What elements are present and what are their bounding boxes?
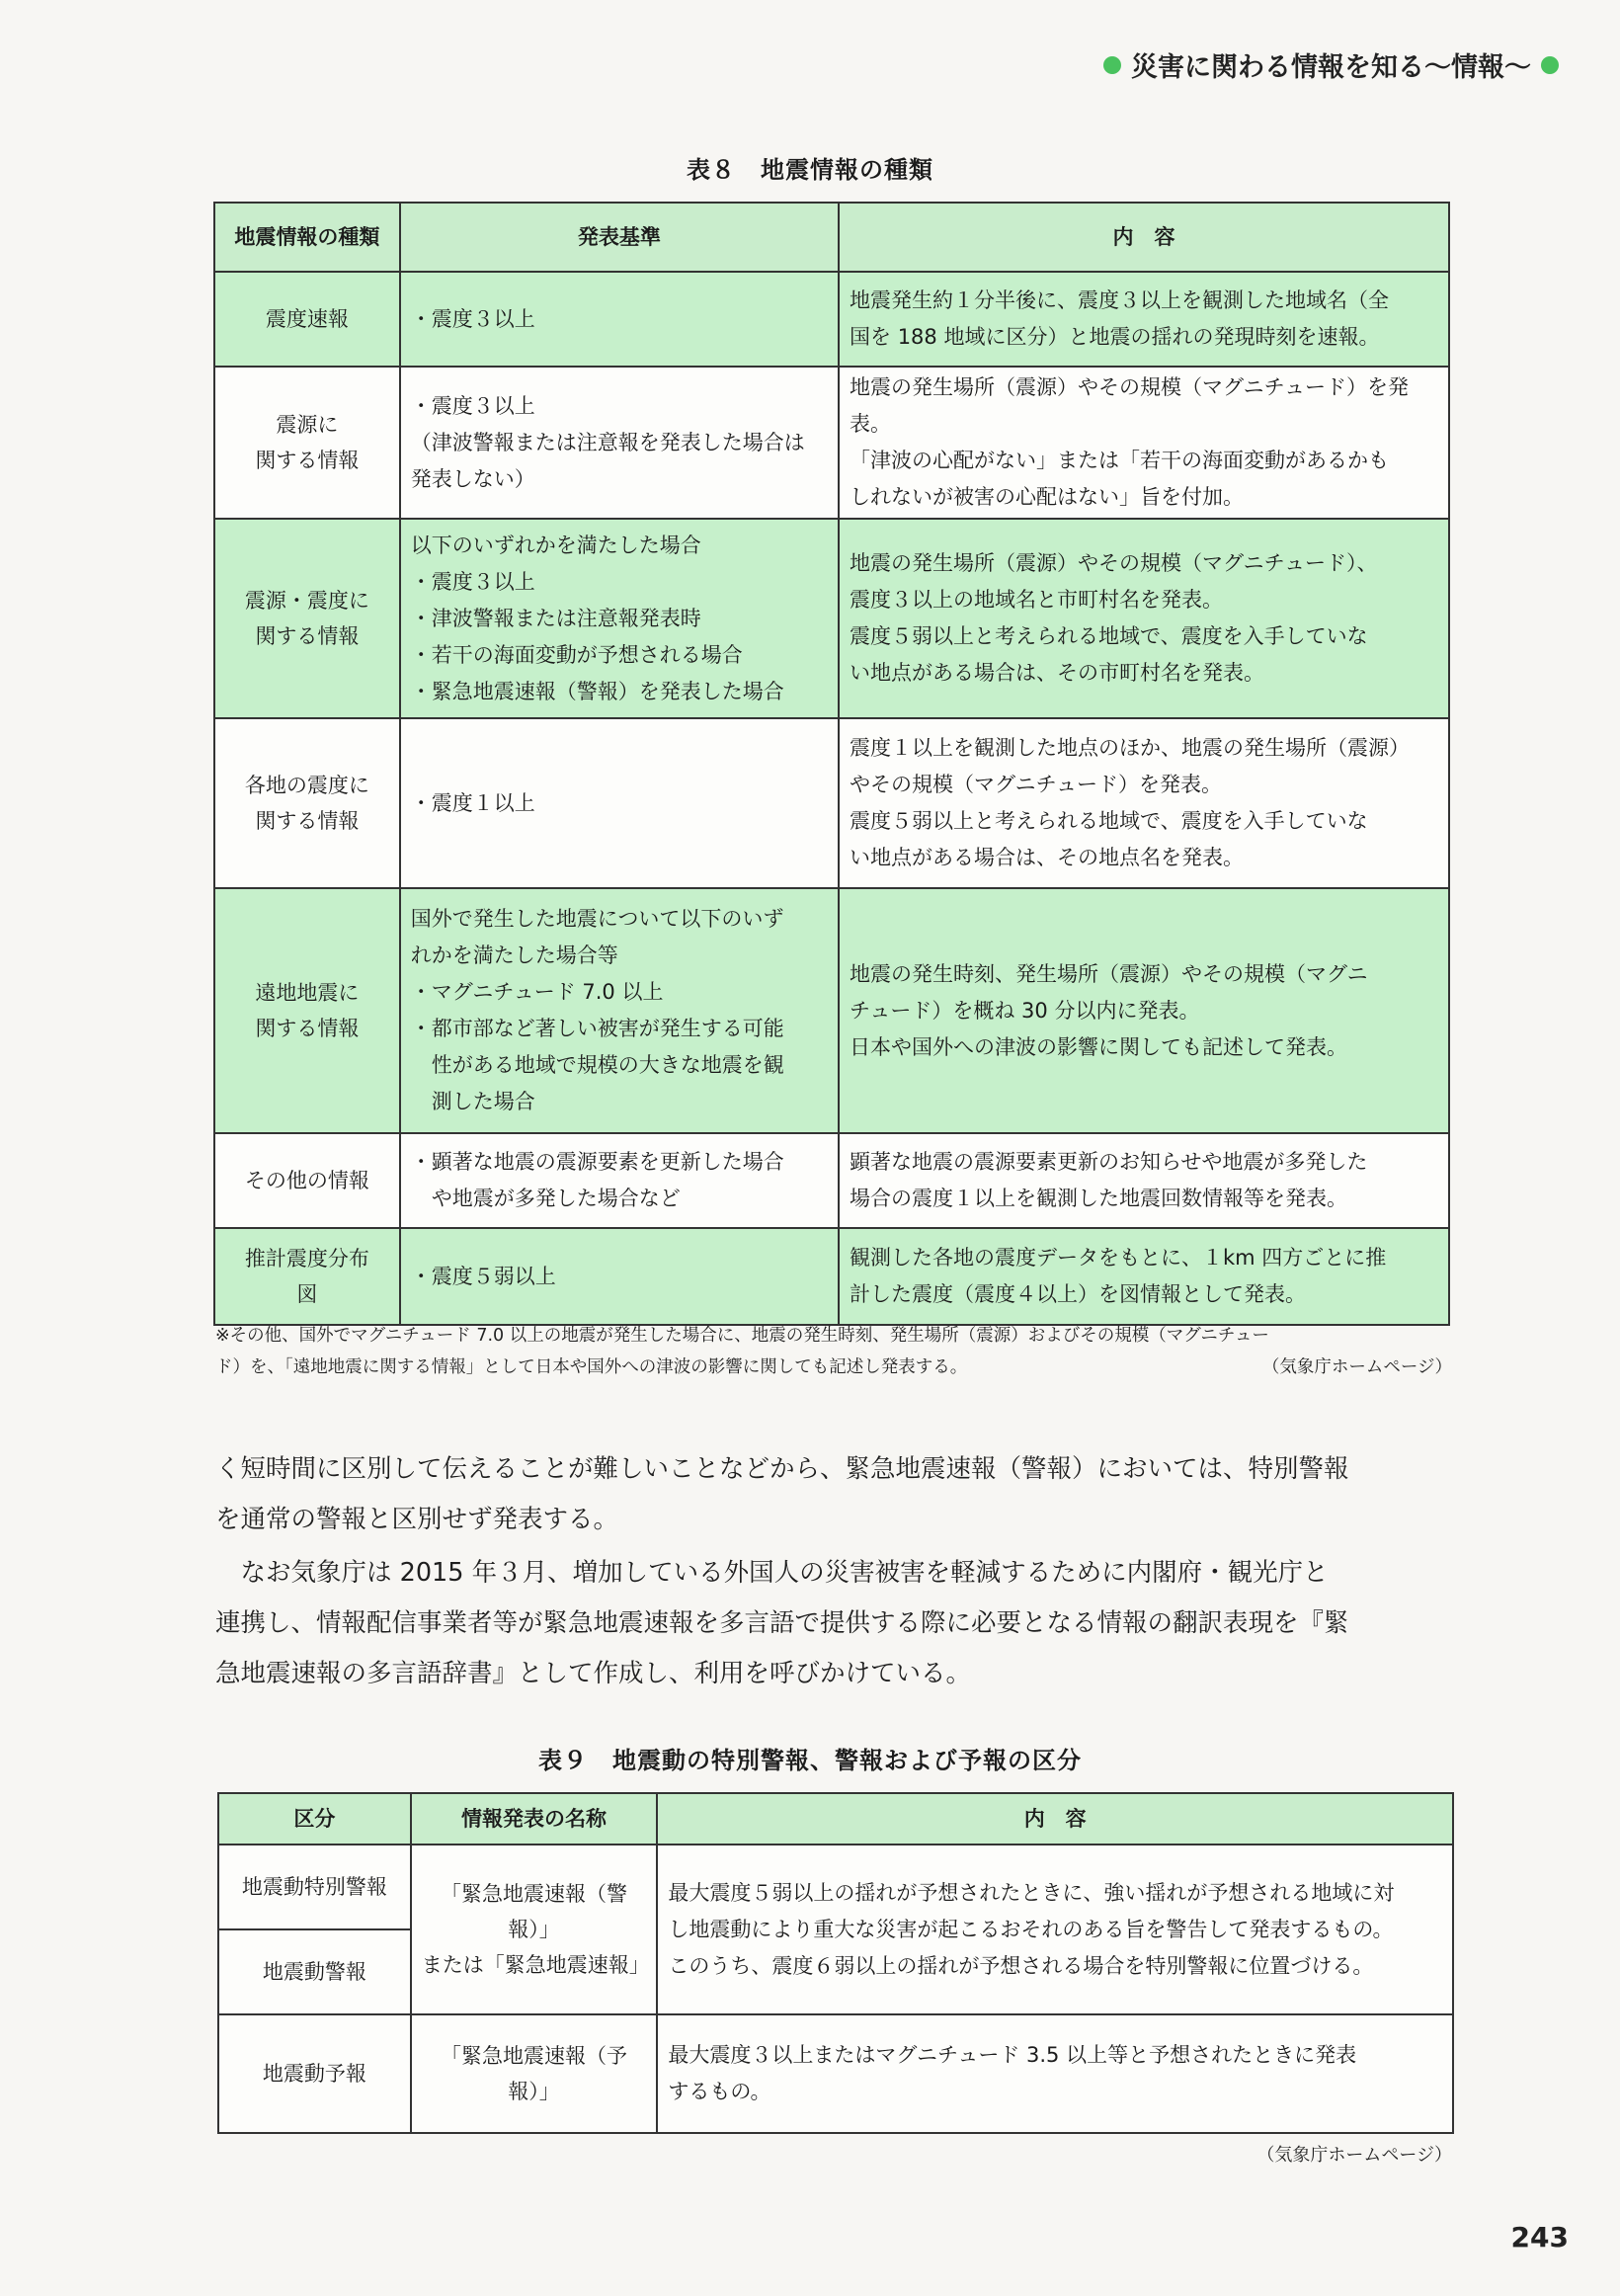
text-line: このうち、震度６弱以上の揺れが予想される場合を特別警報に位置づける。 — [668, 1953, 1374, 1978]
table9-caption: 表９ 地震動の特別警報、警報および予報の区分 — [538, 1747, 1082, 1774]
table-header: 区分 — [218, 1793, 411, 1845]
table-header: 情報発表の名称 — [411, 1793, 658, 1845]
text-line: 最大震度５弱以上の揺れが予想されたときに、強い揺れが予想される地域に対 — [668, 1880, 1395, 1905]
table-header: 地震情報の種類 — [214, 203, 400, 272]
info-type-cell: 震源に 関する情報 — [214, 367, 400, 519]
category-cell: 地震動予報 — [218, 2014, 411, 2133]
text-line: 以下のいずれかを満たした場合 — [410, 533, 701, 557]
info-type-cell: 震源・震度に 関する情報 — [214, 519, 400, 718]
text-line: 地震の発生場所（震源）やその規模（マグニチュード）を発表。 — [850, 375, 1409, 436]
text-line: 「津波の心配がない」または「若干の海面変動があるかも — [850, 449, 1390, 472]
text-line: い地点がある場合は、その地点名を発表。 — [850, 846, 1245, 869]
content-cell — [839, 1133, 1449, 1228]
criteria-cell — [400, 718, 839, 888]
text-line: い地点がある場合は、その市町村名を発表。 — [850, 661, 1265, 685]
table8-footnote — [215, 1320, 1452, 1383]
content-cell — [839, 888, 1449, 1133]
text-line: 計した震度（震度４以上）を図情報として発表。 — [850, 1282, 1307, 1306]
criteria-cell — [400, 367, 839, 519]
text-line: れかを満たした場合等 — [410, 943, 618, 967]
header-title: 災害に関わる情報を知る〜情報〜 — [1131, 52, 1531, 83]
text-line: 震度３以上の地域名と市町村名を発表。 — [850, 588, 1224, 612]
text-line: 発表しない） — [410, 466, 535, 491]
text-line: 国を 188 地域に区分）と地震の揺れの発現時刻を速報。 — [850, 325, 1380, 349]
text-line: するもの。 — [668, 2080, 771, 2103]
table-header: 内 容 — [657, 1793, 1453, 1845]
content-cell — [839, 519, 1449, 718]
content-cell — [839, 718, 1449, 888]
table8-caption: 表８ 地震情報の種類 — [687, 156, 933, 184]
table-row — [214, 519, 1449, 718]
text-line: ・震度３以上 — [410, 306, 535, 331]
text-line: 急地震速報の多言語辞書』として作成し、利用を呼びかけている。 — [215, 1659, 972, 1688]
green-dot-icon — [1103, 56, 1121, 74]
text-line: ・震度５弱以上 — [410, 1264, 556, 1288]
text-line: 地震の発生時刻、発生場所（震源）やその規模（マグニ — [850, 961, 1368, 986]
text-line: 日本や国外への津波の影響に関しても記述して発表。 — [850, 1034, 1348, 1059]
text-line: 国外で発生した地震について以下のいず — [410, 907, 784, 931]
text-line: や地震が多発した場合など — [410, 1187, 681, 1210]
table-header: 発表基準 — [400, 203, 839, 272]
table-row — [214, 272, 1449, 367]
text-line: チュード）を概ね 30 分以内に発表。 — [850, 998, 1200, 1023]
text-line: ・津波警報または注意報発表時 — [410, 606, 701, 630]
name-cell — [411, 1845, 658, 2014]
text-line: 測した場合 — [410, 1090, 535, 1113]
page-number: 243 — [1510, 2221, 1569, 2254]
criteria-cell — [400, 1228, 839, 1325]
text-line: を通常の警報と区別せず発表する。 — [215, 1505, 619, 1534]
criteria-cell — [400, 272, 839, 367]
text-line: 性がある地域で規模の大きな地震を観 — [410, 1053, 784, 1077]
footnote-line: ※その他、国外でマグニチュード 7.0 以上の地震が発生した場合に、地震の発生時刻、発生場所（震源）およびその規模（マグニチュー — [215, 1326, 1269, 1346]
info-type-cell: 震度速報 — [214, 272, 400, 367]
earthquake-info-table — [213, 202, 1450, 1326]
footnote-line: ド）を、「遠地地震に関する情報」として日本や国外への津波の影響に関しても記述し発表する。 — [215, 1357, 968, 1377]
table-header: 内 容 — [839, 203, 1449, 272]
body-paragraph-2 — [215, 1548, 1456, 1699]
body-paragraph-1 — [215, 1444, 1456, 1545]
table-row — [214, 888, 1449, 1133]
table-row — [218, 1845, 1453, 1929]
content-cell — [839, 1228, 1449, 1325]
text-line: ・都市部など著しい被害が発生する可能 — [410, 1017, 784, 1040]
category-cell: 地震動警報 — [218, 1929, 411, 2014]
info-type-cell: その他の情報 — [214, 1133, 400, 1228]
ground-motion-warning-table — [217, 1792, 1454, 2134]
text-line: ・震度１以上 — [410, 790, 535, 815]
text-line: 連携し、情報配信事業者等が緊急地震速報を多言語で提供する際に必要となる情報の翻訳表現を『緊 — [215, 1608, 1349, 1638]
info-type-cell: 推計震度分布 図 — [214, 1228, 400, 1325]
info-type-cell: 遠地地震に 関する情報 — [214, 888, 400, 1133]
criteria-cell — [400, 1133, 839, 1228]
text-line: ・若干の海面変動が予想される場合 — [410, 642, 743, 667]
text-line: し地震動により重大な災害が起こるおそれのある旨を警告して発表するもの。 — [668, 1917, 1394, 1941]
green-dot-icon — [1541, 56, 1559, 74]
table-row — [214, 1228, 1449, 1325]
category-cell: 地震動特別警報 — [218, 1845, 411, 1929]
text-line: ・緊急地震速報（警報）を発表した場合 — [410, 679, 784, 703]
table-row — [214, 1133, 1449, 1228]
text-line: ・顕著な地震の震源要素を更新した場合 — [410, 1150, 784, 1174]
text-line: 観測した各地の震度データをもとに、１km 四方ごとに推 — [850, 1246, 1387, 1270]
text-line: 震度５弱以上と考えられる地域で、震度を入手していな — [850, 624, 1368, 648]
content-cell — [839, 272, 1449, 367]
text-line: やその規模（マグニチュード）を発表。 — [850, 773, 1222, 796]
text-line: く短時間に区別して伝えることが難しいことなどから、緊急地震速報（警報）においては、特別警報 — [215, 1454, 1349, 1484]
text-line: 震度５弱以上と考えられる地域で、震度を入手していな — [850, 809, 1368, 833]
info-type-cell: 各地の震度に 関する情報 — [214, 718, 400, 888]
text-line: 「緊急地震速報（警報）」 — [441, 1882, 628, 1941]
source-label: （気象庁ホームページ） — [1256, 2145, 1452, 2166]
text-line: または「緊急地震速報」 — [421, 1953, 650, 1977]
text-line: 顕著な地震の震源要素更新のお知らせや地震が多発した — [850, 1150, 1368, 1174]
page-header — [1103, 45, 1559, 84]
text-line: なお気象庁は 2015 年３月、増加している外国人の災害被害を軽減するために内閣府・観光庁と — [215, 1558, 1329, 1588]
text-line: 震度１以上を観測した地点のほか、地震の発生場所（震源） — [850, 736, 1411, 760]
table-row — [218, 2014, 1453, 2133]
text-line: ・震度３以上 — [410, 569, 535, 594]
criteria-cell — [400, 888, 839, 1133]
text-line: ・震度３以上 — [410, 393, 535, 418]
text-line: 地震発生約１分半後に、震度３以上を観測した地域名（全 — [850, 288, 1390, 312]
source-label: （気象庁ホームページ） — [1261, 1357, 1452, 1377]
text-line: （津波警報または注意報を発表した場合は — [410, 430, 805, 454]
content-cell — [839, 367, 1449, 519]
text-line: しれないが被害の心配はない」旨を付加。 — [850, 485, 1245, 509]
text-line: 最大震度３以上またはマグニチュード 3.5 以上等と予想されたときに発表 — [668, 2043, 1357, 2067]
table-row — [214, 718, 1449, 888]
text-line: 地震の発生場所（震源）やその規模（マグニチュード）、 — [850, 551, 1378, 575]
text-line: ・マグニチュード 7.0 以上 — [410, 980, 664, 1004]
table-row — [214, 367, 1449, 519]
content-cell — [657, 2014, 1453, 2133]
criteria-cell — [400, 519, 839, 718]
content-cell — [657, 1845, 1453, 2014]
text-line: 場合の震度１以上を観測した地震回数情報等を発表。 — [850, 1187, 1348, 1210]
name-cell: 「緊急地震速報（予報）」 — [411, 2014, 658, 2133]
